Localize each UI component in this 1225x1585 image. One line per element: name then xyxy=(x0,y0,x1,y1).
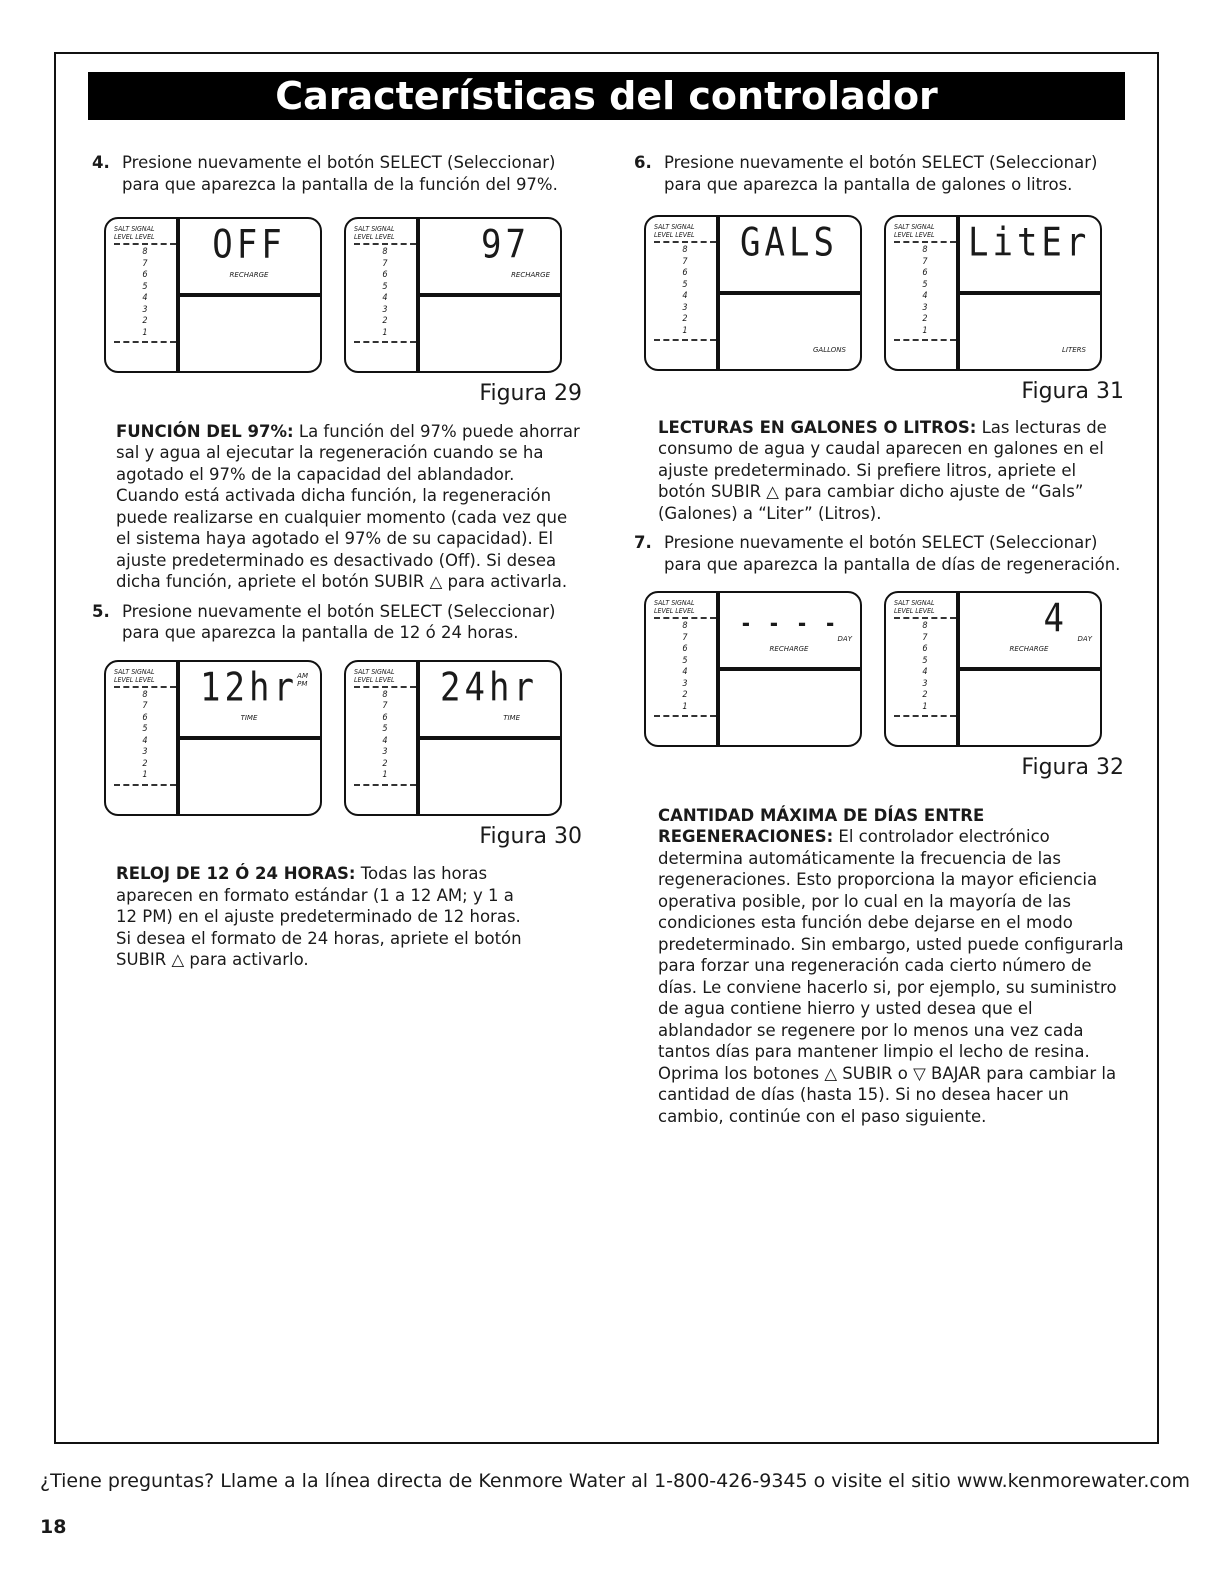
lcd-level-number: 4 xyxy=(382,735,388,746)
lcd-level-number: 2 xyxy=(382,758,388,769)
lcd-scale-header: LEVEL LEVEL xyxy=(654,607,695,615)
lcd-level-number: 2 xyxy=(682,690,688,700)
lcd-level-number: 8 xyxy=(922,621,928,631)
lcd-divider-horizontal xyxy=(958,667,1100,671)
lcd-level-number: 7 xyxy=(682,632,688,643)
lcd-level-number: 5 xyxy=(922,655,928,666)
figure-31-displays xyxy=(644,215,1124,371)
lcd-level-number: 6 xyxy=(922,644,928,654)
lcd-level-number: 3 xyxy=(682,302,688,313)
lcd-level-number: 5 xyxy=(682,655,688,666)
right-column xyxy=(634,152,1124,1127)
lcd-level-number: 4 xyxy=(922,291,928,301)
page-title: Características del controlador xyxy=(88,72,1125,120)
lcd-level-number: 4 xyxy=(142,735,148,746)
lcd-level-number: 5 xyxy=(682,279,688,290)
lcd-level-number: 3 xyxy=(142,304,148,315)
lcd-level-number: 7 xyxy=(142,701,148,711)
lcd-level-scale xyxy=(894,599,956,743)
lcd-level-number: 3 xyxy=(382,747,388,757)
left-column xyxy=(92,152,582,971)
step-4: 4. Presione nuevamente el botón SELECT (Seleccionar) para que aparezca la pantalla de la función del 97%. xyxy=(92,153,558,194)
lcd-level-number: 7 xyxy=(142,258,148,269)
lcd-scale-header: SALT SIGNAL xyxy=(894,599,935,607)
lcd-level-number: 2 xyxy=(142,316,148,326)
lcd-level-number: 5 xyxy=(382,724,388,734)
lcd-level-number: 5 xyxy=(142,281,148,292)
lcd-divider-horizontal xyxy=(718,291,860,295)
lcd-level-number: 4 xyxy=(142,293,148,303)
lcd-level-number: 3 xyxy=(382,304,388,315)
lcd-level-number: 1 xyxy=(142,770,148,780)
lcd-level-number: 1 xyxy=(682,701,688,712)
lcd-level-number: 1 xyxy=(682,325,688,336)
lcd-level-number: 3 xyxy=(682,678,688,689)
lcd-divider-horizontal xyxy=(958,291,1100,295)
lcd-scale-header: SALT SIGNAL xyxy=(114,667,155,676)
lcd-divider-horizontal xyxy=(178,293,320,297)
lcd-level-number: 6 xyxy=(682,268,688,278)
step-6: 6. Presione nuevamente el botón SELECT (Seleccionar) para que aparezca la pantalla de galones o litros. xyxy=(634,153,1098,194)
lcd-display-liter: LitEr LITERS SALT SIGNAL LEVEL LEVEL 8 7 6 5 4 3 2 1 xyxy=(884,215,1102,371)
lcd-level-scale xyxy=(354,668,416,812)
lcd-level-number: 8 xyxy=(142,247,148,257)
lcd-level-number: 2 xyxy=(922,690,928,700)
lcd-level-number: 6 xyxy=(382,712,388,723)
lcd-level-number: 8 xyxy=(382,247,388,257)
lcd-level-number: 3 xyxy=(922,678,928,689)
lcd-scale-header: LEVEL LEVEL xyxy=(894,231,935,239)
lcd-level-number: 7 xyxy=(382,258,388,269)
page-number: 18 xyxy=(40,1516,67,1538)
lcd-level-number: 4 xyxy=(682,291,688,301)
lcd-level-number: 1 xyxy=(382,770,388,780)
lcd-level-number: 7 xyxy=(922,632,928,643)
lcd-divider-horizontal xyxy=(178,736,320,740)
lcd-scale-header: SALT SIGNAL xyxy=(654,599,695,607)
lcd-level-number: 7 xyxy=(922,256,928,267)
lcd-level-number: 1 xyxy=(142,327,148,338)
gallons-liters-paragraph: LECTURAS EN GALONES O LITROS: Las lecturas de consumo de agua y caudal aparecen en galones en el ajuste predeterminado. Si prefiere litros, apriete el botón SUBIR △ para cambiar dicho ajuste de “Gals” (Galones) a “Liter” (Litros). xyxy=(658,417,1107,523)
lcd-scale-header: SALT SIGNAL xyxy=(654,223,695,231)
lcd-level-number: 7 xyxy=(382,701,388,711)
lcd-level-number: 8 xyxy=(142,689,148,700)
lcd-level-scale xyxy=(114,225,176,369)
lcd-level-number: 6 xyxy=(142,712,148,723)
lcd-display-days-off: - - - - DAY RECHARGE SALT SIGNAL LEVEL LEVEL 8 7 6 5 4 3 2 1 xyxy=(644,591,862,747)
lcd-scale-header: SALT SIGNAL xyxy=(894,223,935,231)
lcd-level-scale xyxy=(354,225,416,369)
lcd-level-number: 2 xyxy=(382,316,388,326)
lcd-level-number: 2 xyxy=(922,314,928,324)
figure-30-displays xyxy=(104,660,582,816)
lcd-level-number: 1 xyxy=(922,701,928,712)
lcd-level-number: 2 xyxy=(142,758,148,769)
lcd-level-number: 6 xyxy=(382,270,388,280)
figure-30-caption: Figura 30 xyxy=(479,823,582,849)
lcd-level-number: 4 xyxy=(382,293,388,303)
lcd-level-number: 3 xyxy=(922,302,928,313)
lcd-level-number: 1 xyxy=(922,325,928,336)
lcd-level-number: 3 xyxy=(142,747,148,757)
step-5: 5. Presione nuevamente el botón SELECT (Seleccionar) para que aparezca la pantalla de 12 ó 24 horas. xyxy=(92,601,556,642)
lcd-level-scale xyxy=(654,599,716,743)
figure-32-displays xyxy=(644,591,1124,747)
clock-paragraph: RELOJ DE 12 Ó 24 HORAS: Todas las horas aparecen en formato estándar (1 a 12 AM; y 1 a 12 PM) en el ajuste predeterminado de 12 horas. Si desea el formato de 24 horas, apriete el botón SUBIR △ para activarlo. xyxy=(116,864,522,969)
lcd-level-number: 7 xyxy=(682,256,688,267)
lcd-scale-header: LEVEL LEVEL xyxy=(894,607,935,615)
lcd-scale-header: LEVEL LEVEL xyxy=(354,675,395,684)
lcd-display-gals: GALS GALLONS SALT SIGNAL LEVEL LEVEL 8 7 6 5 4 3 2 1 xyxy=(644,215,862,371)
max-days-paragraph: CANTIDAD MÁXIMA DE DÍAS ENTRE REGENERACIONES: El controlador electrónico determina automáticamente la frecuencia de las regeneraciones. Esto proporciona la mayor eficiencia operativa posible, por lo cual en la mayoría de las condiciones esta función debe dejarse en el modo predeterminado. Sin embargo, usted puede configurarla para forzar una regeneración cada cierto número de días. Le conviene hacerlo si, por ejemplo, su suministro de agua contiene hierro y usted desea que el ablandador se regenere por lo menos una vez cada tantos días para mantener limpio el lecho de resina. Oprima los botones △ SUBIR o ▽ BAJAR para cambiar la cantidad de días (hasta 15). Si no desea hacer un cambio, continúe con el paso siguiente. xyxy=(658,805,1124,1126)
lcd-scale-header: LEVEL LEVEL xyxy=(354,233,395,241)
lcd-scale-header: SALT SIGNAL xyxy=(354,667,395,676)
lcd-level-number: 6 xyxy=(682,644,688,654)
lcd-display-24hr: 24hr TIME SALT SIGNAL LEVEL LEVEL 8 7 6 5 4 3 2 1 xyxy=(344,660,562,816)
lcd-display-days-4: 4 DAY RECHARGE SALT SIGNAL LEVEL LEVEL 8 7 6 5 4 3 2 1 xyxy=(884,591,1102,747)
lcd-level-number: 8 xyxy=(682,245,688,255)
step-7: 7. Presione nuevamente el botón SELECT (Seleccionar) para que aparezca la pantalla de días de regeneración. xyxy=(634,533,1121,574)
lcd-level-scale xyxy=(894,223,956,367)
lcd-level-number: 1 xyxy=(382,327,388,338)
lcd-level-scale xyxy=(654,223,716,367)
lcd-scale-header: SALT SIGNAL xyxy=(114,225,155,233)
lcd-level-number: 4 xyxy=(922,667,928,677)
lcd-divider-horizontal xyxy=(418,293,560,297)
lcd-scale-header: LEVEL LEVEL xyxy=(114,675,155,684)
lcd-scale-header: SALT SIGNAL xyxy=(354,225,395,233)
figure-32-caption: Figura 32 xyxy=(1021,755,1124,780)
lcd-level-number: 8 xyxy=(682,621,688,631)
lcd-level-number: 5 xyxy=(382,281,388,292)
lcd-level-number: 2 xyxy=(682,314,688,324)
lcd-level-number: 4 xyxy=(682,667,688,677)
figure-29-caption: Figura 29 xyxy=(479,381,582,406)
lcd-level-number: 6 xyxy=(922,268,928,278)
lcd-divider-horizontal xyxy=(718,667,860,671)
lcd-level-number: 5 xyxy=(922,279,928,290)
lcd-divider-horizontal xyxy=(418,736,560,740)
figure-31-caption: Figura 31 xyxy=(1021,379,1124,404)
lcd-display-off: OFF RECHARGE SALT SIGNAL LEVEL LEVEL 8 7 6 5 4 3 2 1 xyxy=(104,217,322,373)
lcd-level-scale xyxy=(114,668,176,812)
lcd-display-97: 97 RECHARGE SALT SIGNAL LEVEL LEVEL 8 7 6 5 4 3 2 1 xyxy=(344,217,562,373)
lcd-level-number: 8 xyxy=(382,689,388,700)
footer-contact: ¿Tiene preguntas? Llame a la línea directa de Kenmore Water al 1-800-426-9345 o visite el sitio www.kenmorewater.com xyxy=(40,1470,1190,1492)
lcd-scale-header: LEVEL LEVEL xyxy=(654,231,695,239)
figure-29-displays xyxy=(104,217,582,373)
function-97-paragraph: FUNCIÓN DEL 97%: La función del 97% puede ahorrar sal y agua al ejecutar la regeneración cuando se ha agotado el 97% de la capacidad del ablandador. Cuando está activada dicha función, la regeneración puede realizarse en cualquier momento (cada vez que el sistema haya agotado el 97% de su capacidad). El ajuste predeterminado es desactivado (Off). Si desea dicha función, apriete el botón SUBIR △ para activarla. xyxy=(116,421,580,591)
lcd-display-12hr: 12hr AM PM TIME SALT SIGNAL LEVEL LEVEL 8 7 6 5 4 3 2 1 xyxy=(104,660,322,816)
lcd-level-number: 5 xyxy=(142,724,148,734)
lcd-scale-header: LEVEL LEVEL xyxy=(114,233,155,241)
lcd-level-number: 6 xyxy=(142,270,148,280)
lcd-level-number: 8 xyxy=(922,245,928,255)
